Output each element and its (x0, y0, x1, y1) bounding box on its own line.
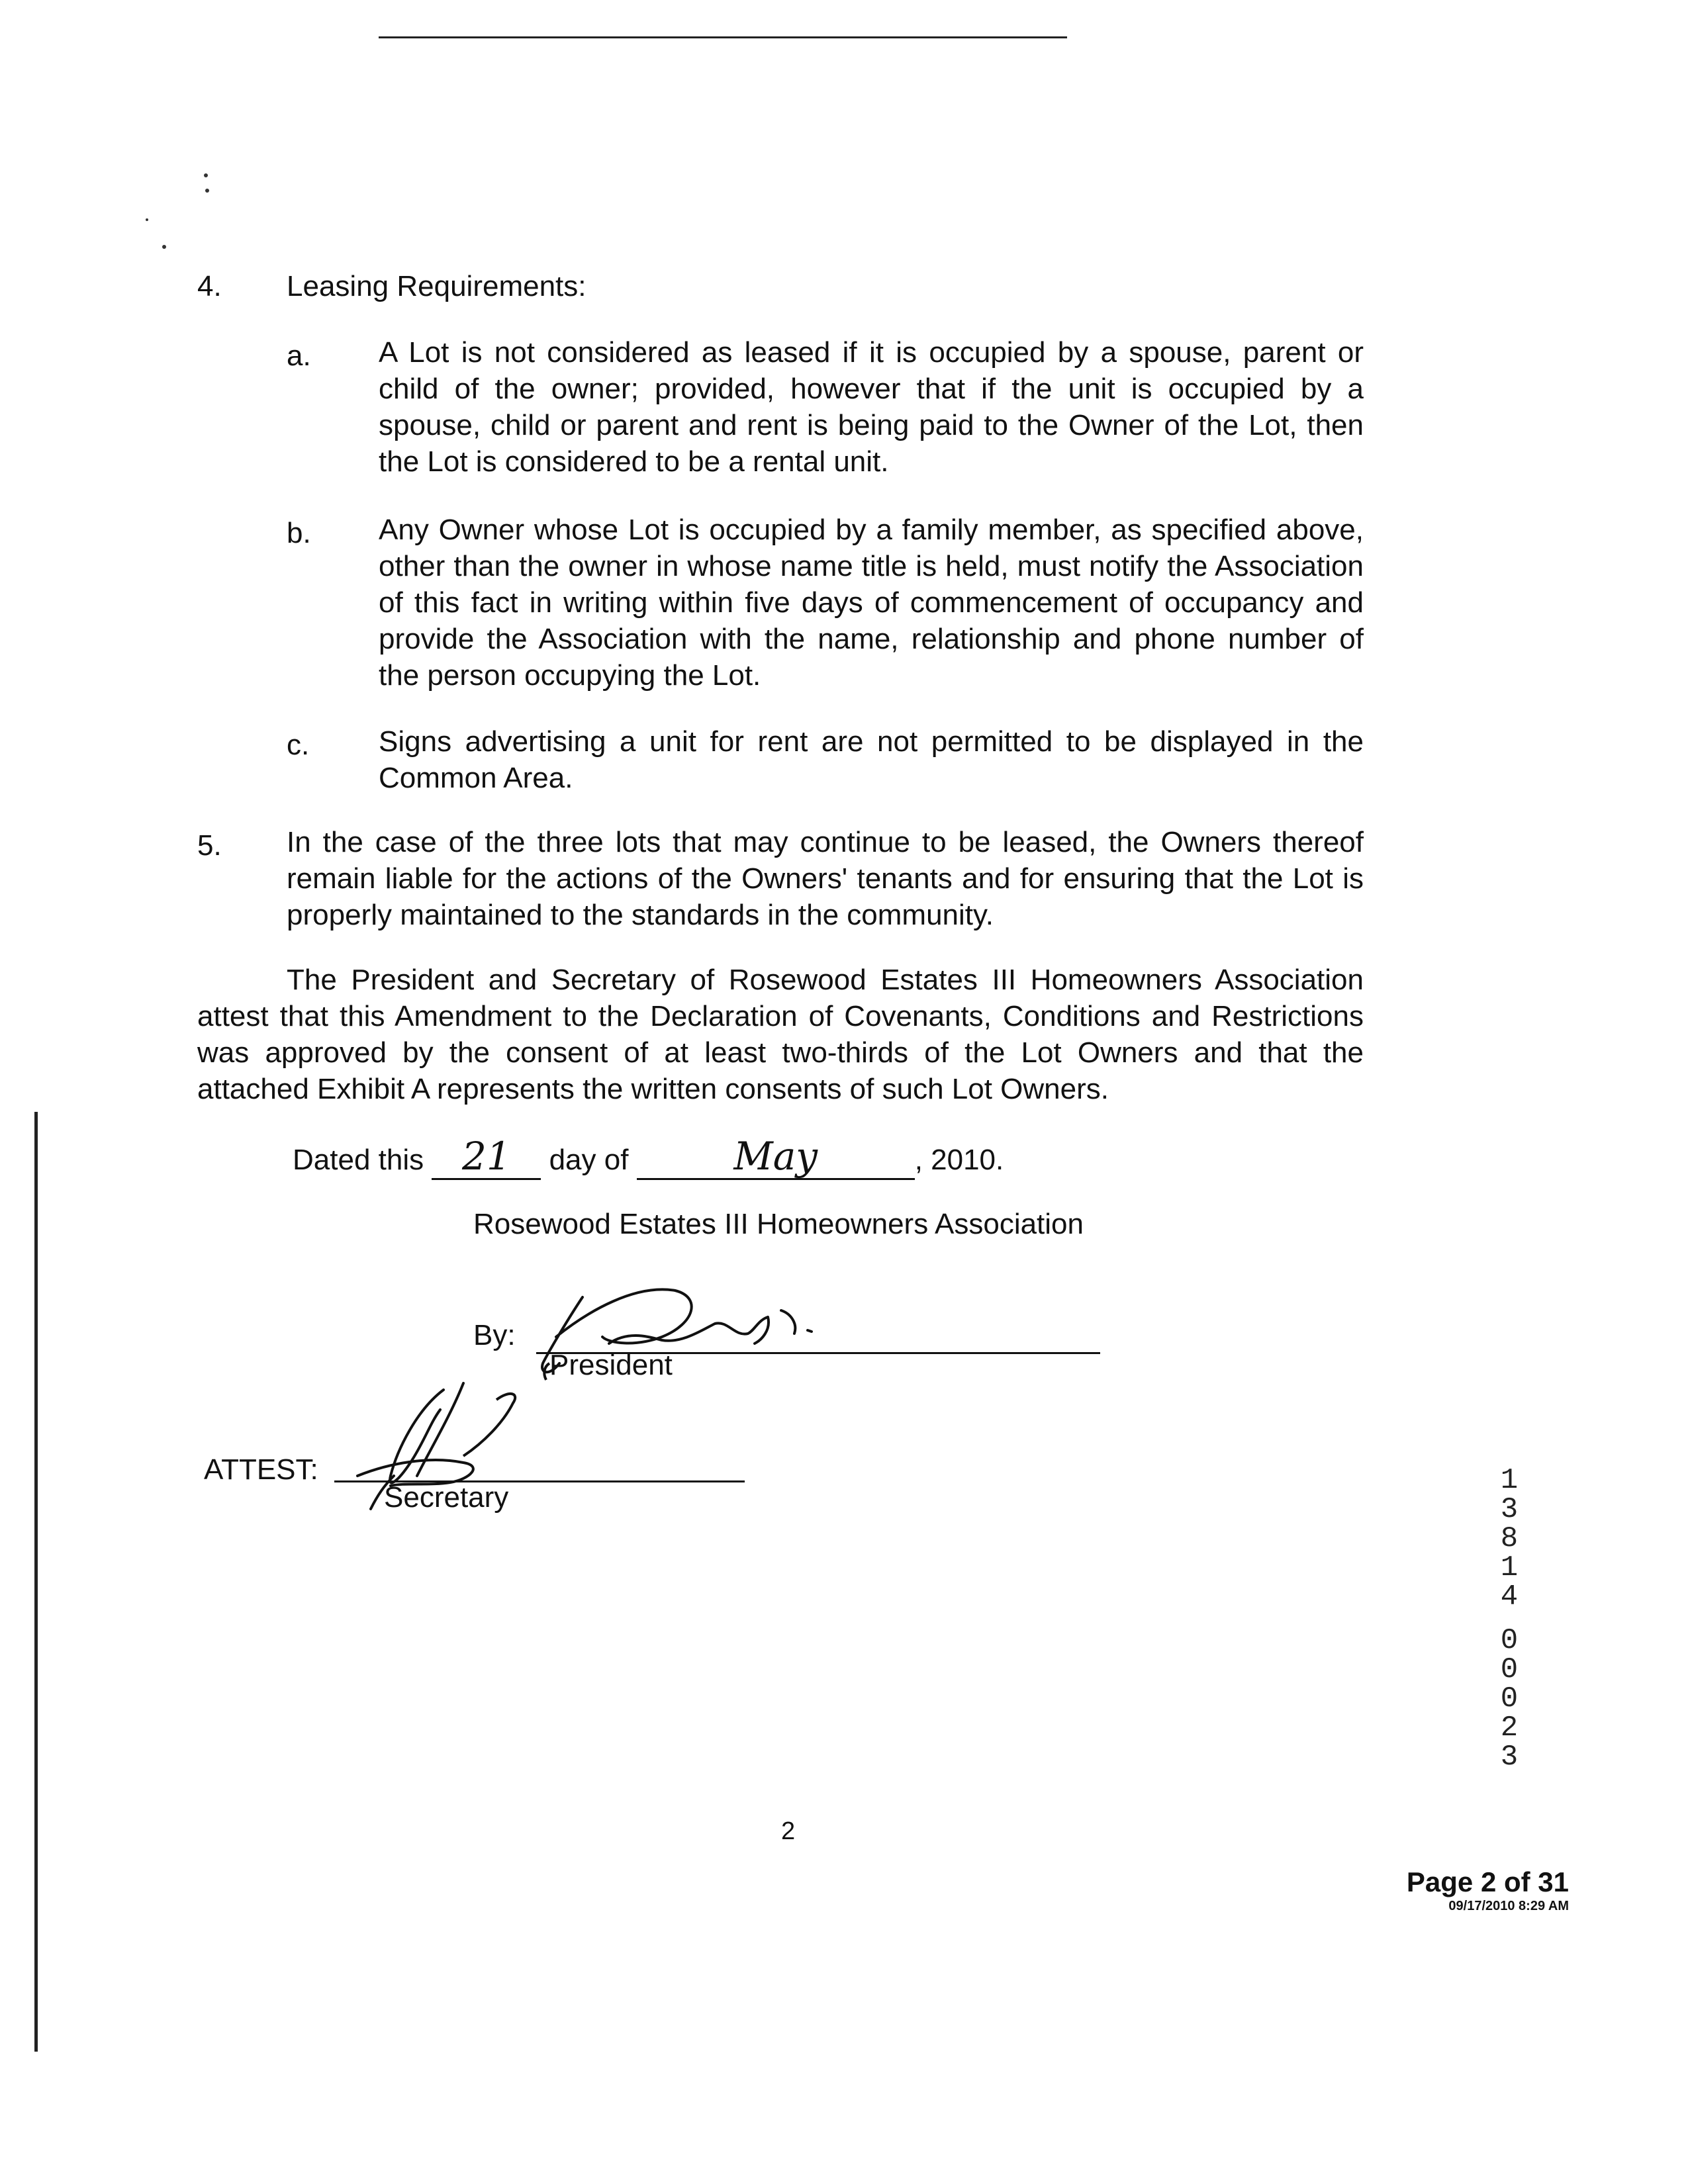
scan-speck (162, 245, 166, 249)
dated-month-blank (637, 1134, 915, 1180)
dated-day: 21 (461, 1134, 511, 1179)
association-name: Rosewood Estates III Homeowners Association (473, 1208, 1084, 1240)
recording-stamp-number (1489, 1466, 1529, 1772)
section-4-heading: Leasing Requirements: (287, 270, 586, 302)
item-c-text: Signs advertising a unit for rent are not permitted to be displayed in the Common Area. (379, 725, 1364, 794)
page-number: 2 (781, 1817, 796, 1845)
dated-line (293, 1134, 1004, 1180)
item-c-label: c. (287, 729, 310, 761)
scan-speck (204, 173, 208, 177)
stamp-digit: 2 (1500, 1711, 1519, 1745)
scan-speck (146, 218, 148, 221)
page-of: Page 2 of 31 (1406, 1866, 1569, 1897)
stamp-digit: 1 (1500, 1551, 1519, 1584)
item-b-text: Any Owner whose Lot is occupied by a family member, as specified above, other than the owner in whose name title is held, must notify the Association of this fact in writing within five days of commencement of occupancy and provide the Association with the name, relationship and phone number of the person occupying the Lot. (379, 514, 1364, 692)
section-5-number: 5. (197, 829, 222, 862)
stamp-digit: 3 (1500, 1493, 1519, 1526)
section-5-text: In the case of the three lots that may continue to be leased, the Owners thereof remain liable for the actions of the Owners' tenants and for ensuring that the Lot is properly maintained to the standards in the community. (287, 826, 1364, 931)
item-a-text: A Lot is not considered as leased if it is occupied by a spouse, parent or child of the owner; provided, however that if the unit is occupied by a spouse, child or parent and rent is being paid to the Owner of the Lot, then the Lot is considered to be a rental unit. (379, 336, 1364, 478)
attest-label: ATTEST: (204, 1453, 318, 1486)
stamp-digit: 4 (1500, 1580, 1519, 1614)
dated-mid: day of (549, 1144, 629, 1176)
item-b-label: b. (287, 517, 311, 549)
secretary-title: Secretary (384, 1481, 509, 1514)
stamp-digit: 0 (1500, 1653, 1519, 1686)
stamp-digit: 0 (1500, 1624, 1519, 1657)
scan-edge-bar (34, 1112, 38, 2052)
stamp-digit: 0 (1500, 1682, 1519, 1715)
by-label: By: (473, 1319, 516, 1351)
president-title: President (549, 1349, 673, 1381)
section-4-number: 4. (197, 270, 222, 302)
page-count-box (1407, 1866, 1569, 1914)
page-timestamp: 09/17/2010 8:29 AM (1448, 1899, 1569, 1913)
dated-month: May (733, 1134, 818, 1179)
scan-speck (205, 189, 209, 193)
item-a-label: a. (287, 340, 311, 372)
stamp-digit: 3 (1500, 1741, 1519, 1774)
dated-prefix: Dated this (293, 1144, 424, 1176)
top-rule (379, 36, 1067, 38)
stamp-digit: 8 (1500, 1522, 1519, 1555)
stamp-digit: 1 (1500, 1464, 1519, 1497)
attestation-paragraph: The President and Secretary of Rosewood Estates III Homeowners Association attest that this Amendment to the Declaration of Covenants, Conditions and Restrictions was approved by the consent of at least two-thirds of the Lot Owners and that the attached Exhibit A represents the written consents of such Lot Owners. (197, 964, 1364, 1105)
dated-day-blank (432, 1134, 541, 1180)
dated-suffix: , 2010. (914, 1144, 1004, 1176)
